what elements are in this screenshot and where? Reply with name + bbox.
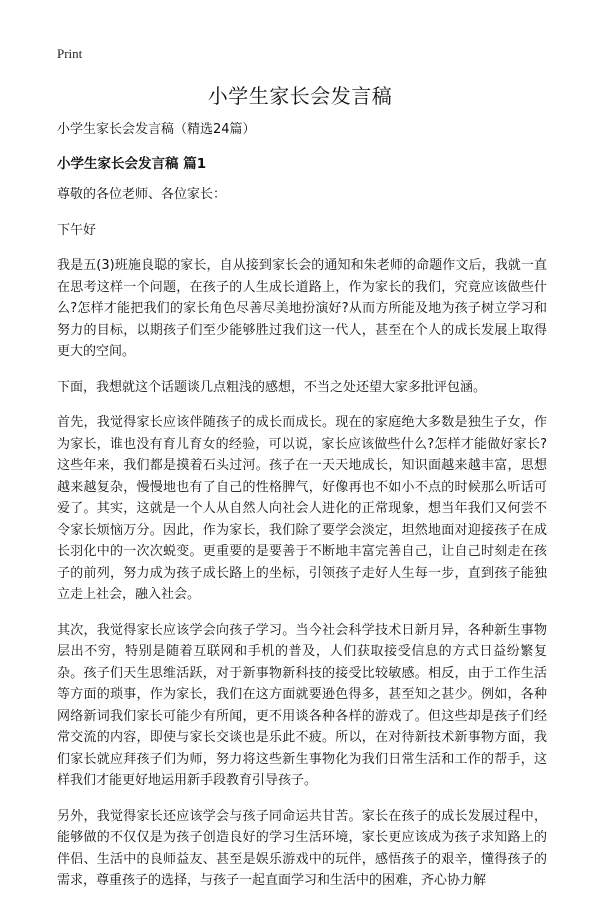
paragraph-second-point: 其次，我觉得家长应该学会向孩子学习。当今社会科学技术日新月异，各种新生事物层出不穷，特别是随着互联网和手机的普及，人们获取接受信息的方式日益纷繁复杂。孩子们天生思维活跃，对于新事物新科技的接受比较敏感。相反，由于工作生活等方面的琐事，作为家长，我们在这方面就要逊色得多，甚至知之甚少。例如，各种网络新词我们家长可能少有所闻，更不用谈各种各样的游戏了。但这些却是孩子们经常交流的内容，即使与家长交谈也是乐此不疲。所以，在对待新技术新事物方面，我们家长就应拜孩子们为师，努力将这些新生事物化为我们日常生活和工作的帮手，这样我们才能更好地运用新手段教育引导孩子。 (57, 622, 547, 788)
print-link[interactable]: Print (57, 46, 83, 61)
paragraph-greeting: 下午好 (57, 222, 97, 238)
paragraph-salutation: 尊敬的各位老师、各位家长： (57, 187, 227, 202)
paragraph-transition: 下面，我想就这个话题谈几点粗浅的感想，不当之处还望大家多批评包涵。 (57, 379, 487, 395)
article-body (57, 120, 547, 906)
article-subtitle: 小学生家长会发言稿（精选24篇） (57, 122, 256, 137)
section-heading: 小学生家长会发言稿 篇1 (57, 156, 207, 172)
paragraph-third-point: 另外，我觉得家长还应该学会与孩子同命运共甘苦。家长在孩子的成长发展过程中，能够做的不仅仅是为孩子创造良好的学习生活环境，家长更应该成为孩子求知路上的伴侣、生活中的良师益友、甚至是娱乐游戏中的玩伴，感悟孩子的艰辛，懂得孩子的需求，尊重孩子的选择，与孩子一起直面学习和生活中的困难，齐心协力解 (57, 808, 547, 888)
page-title: 小学生家长会发言稿 (207, 84, 393, 108)
paragraph-intro: 我是五(3)班施良聪的家长，自从接到家长会的通知和朱老师的命题作文后，我就一直在思考这样一个问题，在孩子的人生成长道路上，作为家长的我们，究竟应该做些什么?怎样才能把我们的家长角色尽善尽美地扮演好?从而方所能及地为孩子树立学习和努力的目标，以期孩子们至少能够胜过我们这一代人，甚至在个人的成长发展上取得更大的空间。 (57, 258, 547, 359)
paragraph-first-point: 首先，我觉得家长应该伴随孩子的成长而成长。现在的家庭绝大多数是独生子女，作为家长，谁也没有育儿育女的经验，可以说，家长应该做些什么?怎样才能做好家长?这些年来，我们都是摸着石头过河。孩子在一天天地成长，知识面越来越丰富，思想越来越复杂，慢慢地也有了自己的性格脾气，好像再也不如小不点的时候那么听话可爱了。其实，这就是一个人从自然人向社会人进化的正常现象，想当年我们又何尝不令家长烦恼万分。因此，作为家长，我们除了要学会淡定，坦然地面对迎接孩子在成长羽化中的一次次蜕变。更重要的是要善于不断地丰富完善自己，让自己时刻走在孩子的前列，努力成为孩子成长路上的坐标，引领孩子走好人生每一步，直到孩子能独立走上社会，融入社会。 (57, 415, 547, 602)
